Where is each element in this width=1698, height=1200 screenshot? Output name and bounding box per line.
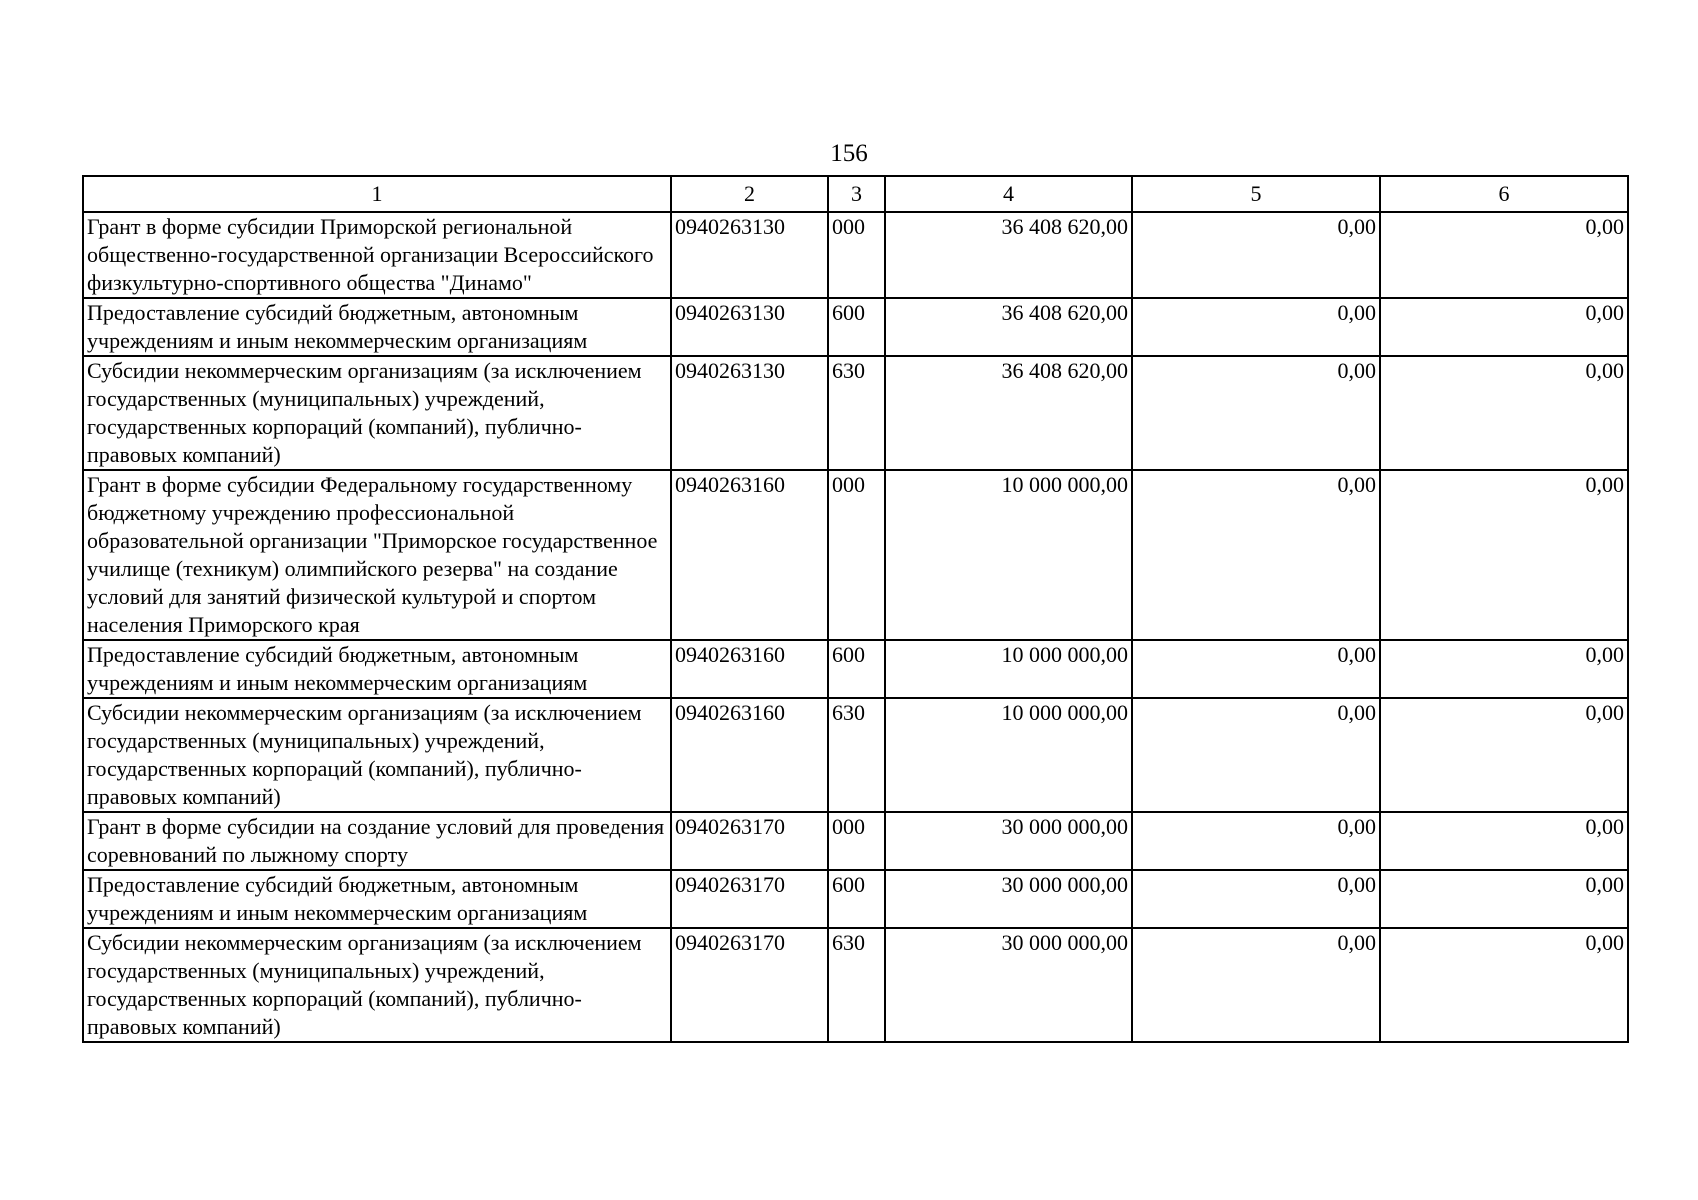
column-header: 4 [885, 176, 1132, 212]
expense-type-code: 630 [828, 356, 885, 470]
target-code: 0940263160 [671, 640, 828, 698]
table-row [83, 698, 1628, 812]
table-row [83, 298, 1628, 356]
expense-type-code: 000 [828, 812, 885, 870]
amount-col4: 10 000 000,00 [885, 640, 1132, 698]
amount-col6: 0,00 [1380, 298, 1628, 356]
table-row [83, 640, 1628, 698]
amount-col4: 30 000 000,00 [885, 928, 1132, 1042]
amount-col6: 0,00 [1380, 212, 1628, 298]
amount-col6: 0,00 [1380, 928, 1628, 1042]
header-row [83, 176, 1628, 212]
column-header: 6 [1380, 176, 1628, 212]
item-name: Субсидии некоммерческим организациям (за исключением государственных (муниципальных) учреждений, государственных корпораций (компаний), публично-правовых компаний) [83, 356, 671, 470]
target-code: 0940263170 [671, 928, 828, 1042]
amount-col5: 0,00 [1132, 356, 1380, 470]
target-code: 0940263170 [671, 870, 828, 928]
item-name: Предоставление субсидий бюджетным, автономным учреждениям и иным некоммерческим организациям [83, 870, 671, 928]
amount-col4: 10 000 000,00 [885, 698, 1132, 812]
table-row [83, 212, 1628, 298]
amount-col6: 0,00 [1380, 356, 1628, 470]
amount-col4: 36 408 620,00 [885, 212, 1132, 298]
amount-col5: 0,00 [1132, 298, 1380, 356]
budget-table [82, 175, 1629, 1043]
target-code: 0940263130 [671, 298, 828, 356]
amount-col4: 30 000 000,00 [885, 870, 1132, 928]
amount-col5: 0,00 [1132, 870, 1380, 928]
item-name: Субсидии некоммерческим организациям (за исключением государственных (муниципальных) учреждений, государственных корпораций (компаний), публично-правовых компаний) [83, 928, 671, 1042]
amount-col6: 0,00 [1380, 870, 1628, 928]
expense-type-code: 630 [828, 698, 885, 812]
target-code: 0940263170 [671, 812, 828, 870]
column-header: 3 [828, 176, 885, 212]
column-header: 5 [1132, 176, 1380, 212]
table-row [83, 356, 1628, 470]
target-code: 0940263160 [671, 470, 828, 640]
amount-col4: 30 000 000,00 [885, 812, 1132, 870]
amount-col4: 36 408 620,00 [885, 298, 1132, 356]
column-header: 2 [671, 176, 828, 212]
target-code: 0940263130 [671, 212, 828, 298]
item-name: Предоставление субсидий бюджетным, автономным учреждениям и иным некоммерческим организациям [83, 298, 671, 356]
amount-col6: 0,00 [1380, 698, 1628, 812]
amount-col5: 0,00 [1132, 640, 1380, 698]
amount-col4: 10 000 000,00 [885, 470, 1132, 640]
table-row [83, 870, 1628, 928]
page-number: 156 [830, 140, 868, 167]
amount-col5: 0,00 [1132, 212, 1380, 298]
amount-col6: 0,00 [1380, 470, 1628, 640]
amount-col5: 0,00 [1132, 928, 1380, 1042]
item-name: Грант в форме субсидии Федеральному государственному бюджетному учреждению профессиональной образовательной организации "Приморское государственное училище (техникум) олимпийского резерва" на создание условий для занятий физической культурой и спортом населения Приморского края [83, 470, 671, 640]
amount-col5: 0,00 [1132, 470, 1380, 640]
item-name: Грант в форме субсидии Приморской региональной общественно-государственной организации Всероссийского физкультурно-спортивного общества "Динамо" [83, 212, 671, 298]
amount-col5: 0,00 [1132, 812, 1380, 870]
column-header: 1 [83, 176, 671, 212]
expense-type-code: 000 [828, 212, 885, 298]
amount-col6: 0,00 [1380, 812, 1628, 870]
expense-type-code: 630 [828, 928, 885, 1042]
expense-type-code: 000 [828, 470, 885, 640]
target-code: 0940263130 [671, 356, 828, 470]
table-row [83, 470, 1628, 640]
amount-col5: 0,00 [1132, 698, 1380, 812]
expense-type-code: 600 [828, 870, 885, 928]
table-row [83, 928, 1628, 1042]
amount-col6: 0,00 [1380, 640, 1628, 698]
expense-type-code: 600 [828, 298, 885, 356]
item-name: Субсидии некоммерческим организациям (за исключением государственных (муниципальных) учреждений, государственных корпораций (компаний), публично-правовых компаний) [83, 698, 671, 812]
amount-col4: 36 408 620,00 [885, 356, 1132, 470]
table-row [83, 812, 1628, 870]
target-code: 0940263160 [671, 698, 828, 812]
item-name: Грант в форме субсидии на создание условий для проведения соревнований по лыжному спорту [83, 812, 671, 870]
expense-type-code: 600 [828, 640, 885, 698]
item-name: Предоставление субсидий бюджетным, автономным учреждениям и иным некоммерческим организациям [83, 640, 671, 698]
